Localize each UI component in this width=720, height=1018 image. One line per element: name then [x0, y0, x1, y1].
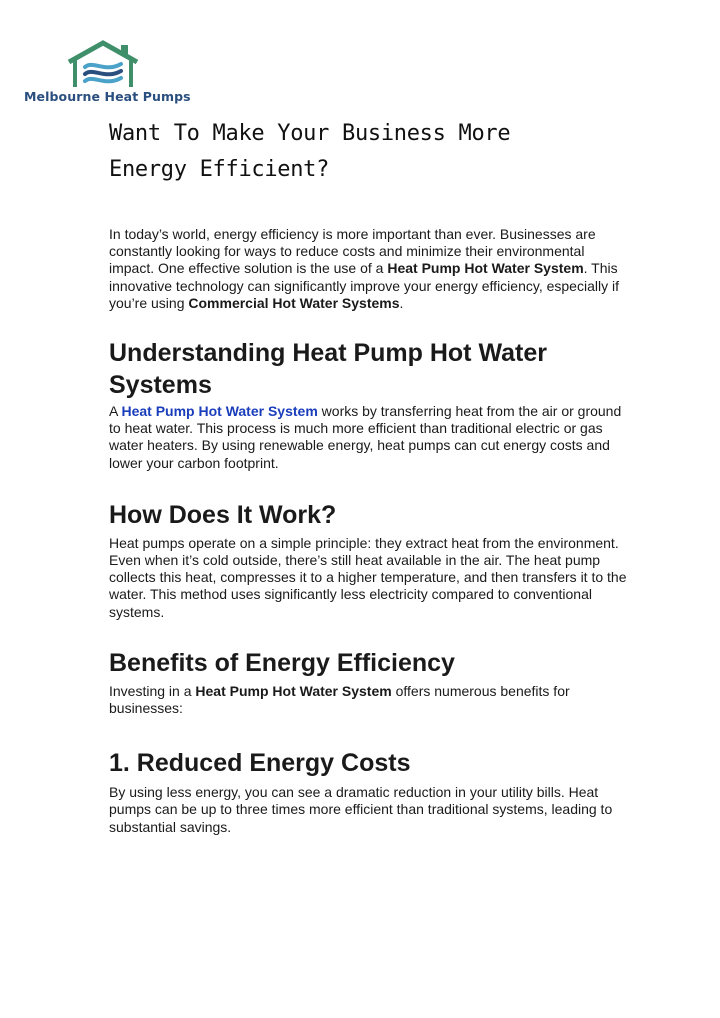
intro-text-3: .	[399, 294, 404, 311]
title-line-1: Want To Make Your Business More	[109, 121, 511, 146]
house-waves-icon	[65, 40, 141, 90]
intro-bold-2: Commercial Hot Water Systems	[188, 294, 400, 311]
document-title	[109, 116, 629, 188]
heading-how-it-works: How Does It Work?	[109, 500, 337, 529]
understanding-text-2: works by transferring heat from the air or ground to heat water. This process is much more efficient than traditional electric or gas water heaters. By using renewable energy, heat pumps can cut energy costs and lower your carbon footprint.	[109, 403, 622, 471]
benefits-text-1: Investing in a	[109, 682, 196, 699]
benefits-text-2: offers numerous benefits for businesses:	[109, 682, 570, 717]
heading-reduced-costs: 1. Reduced Energy Costs	[109, 749, 411, 778]
how-paragraph: Heat pumps operate on a simple principle: they extract heat from the environment. Even when it’s cold outside, there’s still heat available in the air. The heat pump collects this heat, compresses it to a higher temperature, and then transfers it to the water. This method uses significantly less electricity compared to conventional systems.	[109, 534, 627, 620]
document-body	[109, 116, 629, 836]
understanding-text-1: A	[109, 403, 122, 420]
heading-benefits: Benefits of Energy Efficiency	[109, 648, 455, 677]
intro-paragraph	[109, 226, 629, 312]
benefits-paragraph	[109, 683, 629, 717]
intro-bold-1: Heat Pump Hot Water System	[387, 260, 584, 277]
intro-text-2: . This innovative technology can significantly improve your energy efficiency, especially if you’re using	[109, 260, 619, 311]
intro-text-1: In today’s world, energy efficiency is more important than ever. Businesses are constantly looking for ways to reduce costs and minimize their environmental impact. One effective solution is the use of a	[109, 226, 596, 277]
title-line-2: Energy Efficient?	[109, 157, 330, 182]
heading-understanding: Understanding Heat Pump Hot Water Systems	[109, 339, 547, 400]
logo-text: Melbourne Heat Pumps	[24, 89, 191, 104]
understanding-paragraph	[109, 403, 629, 472]
logo[interactable]	[22, 40, 192, 110]
reduced-costs-paragraph: By using less energy, you can see a dramatic reduction in your utility bills. Heat pumps can be up to three times more efficient than traditional systems, leading to substantial savings.	[109, 784, 613, 835]
benefits-bold-1: Heat Pump Hot Water System	[195, 682, 392, 699]
heat-pump-link[interactable]: Heat Pump Hot Water System	[121, 403, 318, 420]
